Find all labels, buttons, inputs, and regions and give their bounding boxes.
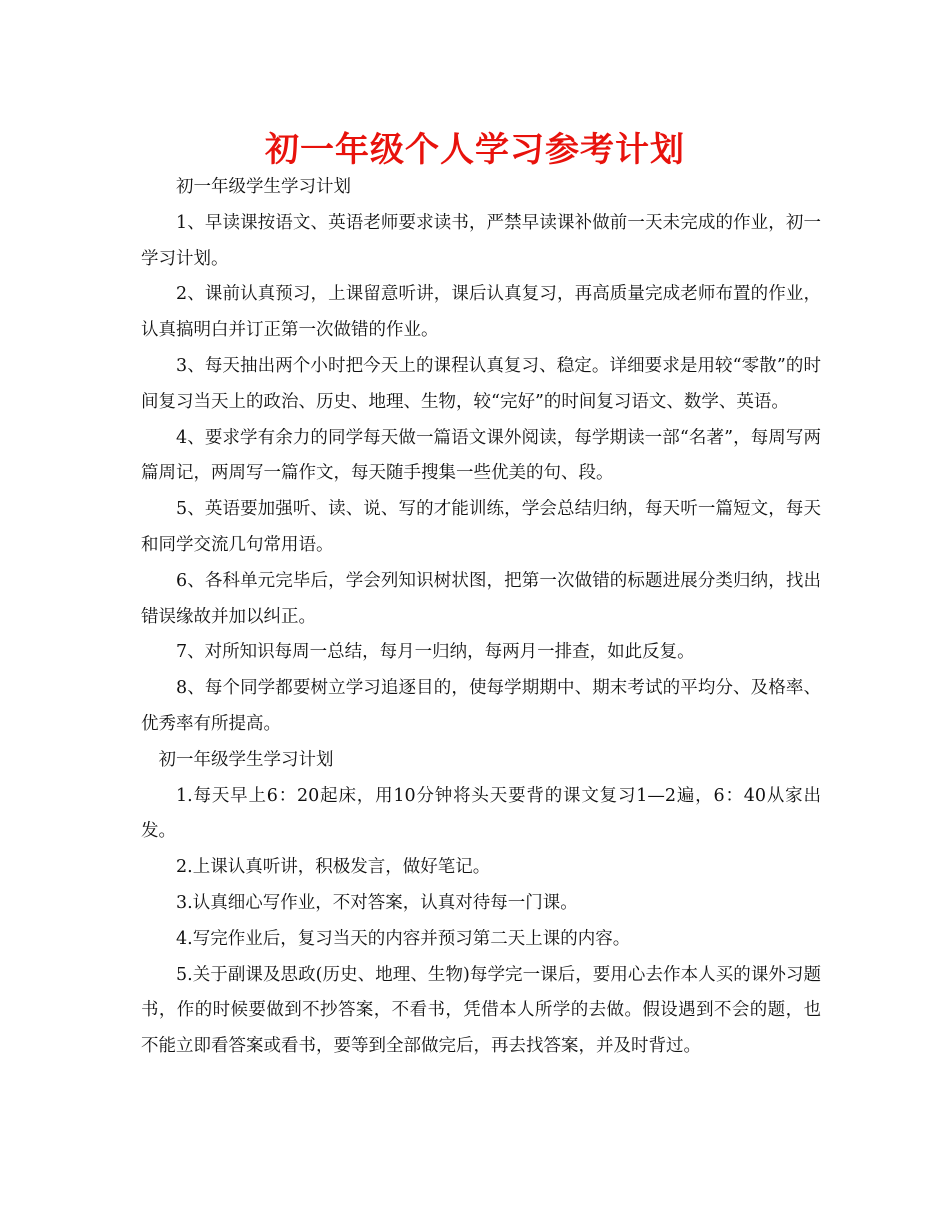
document-title: 初一年级个人学习参考计划 [265, 130, 685, 170]
section1-item-6: 6、各科单元完毕后，学会列知识树状图，把第一次做错的标题进展分类归纳，找出错误缘故并加以纠正。 [141, 570, 821, 627]
section1-item-7: 7、对所知识每周一总结，每月一归纳，每两月一排查，如此反复。 [176, 642, 695, 663]
section1-item-5: 5、英语要加强听、读、说、写的才能训练，学会总结归纳，每天听一篇短文，每天和同学交流几句常用语。 [141, 499, 821, 555]
section1-item-8: 8、每个同学都要树立学习追逐目的，使每学期期中、期末考试的平均分、及格率、优秀率有所提高。 [141, 678, 821, 734]
document-body [141, 170, 821, 1065]
section1-item-4: 4、要求学有余力的同学每天做一篇语文课外阅读，每学期读一部“名著”，每周写两篇周记，两周写一篇作文，每天随手搜集一些优美的句、段。 [141, 427, 821, 484]
section1-item-1: 1、早读课按语文、英语老师要求读书，严禁早读课补做前一天未完成的作业，初一学习计划。 [141, 212, 821, 269]
section2-heading: 初一年级学生学习计划 [158, 749, 334, 770]
section2-item-1: 1.每天早上6：20起床，用10分钟将头天要背的课文复习1—2遍，6：40从家出发。 [141, 785, 821, 842]
section2-item-2: 2.上课认真听讲，积极发言，做好笔记。 [176, 857, 491, 878]
section2-item-3: 3.认真细心写作业，不对答案，认真对待每一门课。 [176, 892, 578, 913]
section1-heading: 初一年级学生学习计划 [176, 177, 351, 197]
section1-item-2: 2、课前认真预习，上课留意听讲，课后认真复习，再高质量完成老师布置的作业，认真搞明白并订正第一次做错的作业。 [141, 284, 821, 341]
section2-item-4: 4.写完作业后，复习当天的内容并预习第二天上课的内容。 [176, 928, 631, 949]
section1-item-3: 3、每天抽出两个小时把今天上的课程认真复习、稳定。详细要求是用较“零散”的时间复习当天上的政治、历史、地理、生物，较“完好”的时间复习语文、数学、英语。 [141, 355, 821, 412]
section2-item-5: 5.关于副课及思政(历史、地理、生物)每学完一课后，要用心去作本人买的课外习题书，作的时候要做到不抄答案，不看书，凭借本人所学的去做。假设遇到不会的题，也不能立即看答案或看书，要等到全部做完后，再去找答案，并及时背过。 [141, 964, 821, 1057]
